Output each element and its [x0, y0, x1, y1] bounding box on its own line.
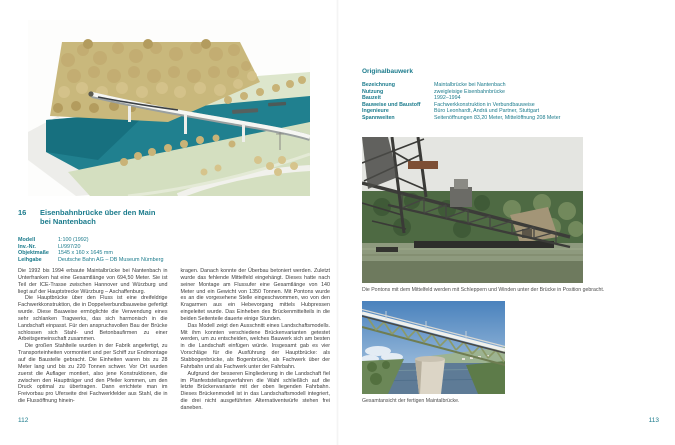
- finished-bridge-illustration: [362, 301, 505, 394]
- paragraph: kragen. Danach konnte der Überbau betoniert werden. Zuletzt wurde das fehlende Mittelfeld eingehängt. Dieses hatte nach seiner Montage am Flussufer eine Gesamtlänge von 140 Meter und ein Gewicht von 1350 Tonnen. Mit Pontons wurde es an die vorgesehene Stelle eingeschwommen, wo von den Kragarmen aus ein Hebevorgang mittels Hubpressen eingeleitet wurde. Das Einheben des Brückenmittelteils in die beiden Seitenteile dauerte einige Stunden.: [180, 268, 330, 322]
- meta-value: LI/997/20: [58, 243, 81, 250]
- orig-value: Fachwerkkonstruktion in Verbundbauweise: [434, 101, 535, 108]
- orig-label: Bezeichnung: [362, 82, 395, 88]
- page-number-left: 112: [18, 417, 29, 424]
- original-structure-meta: [362, 82, 652, 121]
- orig-label: Bauweise und Baustoff: [362, 101, 421, 108]
- meta-row-modell: [18, 237, 328, 244]
- meta-label: Modell: [18, 237, 36, 243]
- meta-value: 1:100 (1992): [58, 237, 89, 243]
- page-gutter: [336, 0, 339, 445]
- paragraph: Aufgrund der besseren Eingliederung in die Landschaft fiel im Planfeststellungsverfahren die Wahl schließlich auf die letzte Brückenvariante mit der oben liegenden Fahrbahn. Dieses Brückenmodell ist in das Landschaftsmodell integriert, die drei nicht ausgeführten Alternativentwürfe stehen frei daneben.: [180, 370, 330, 411]
- body-column-2: [181, 268, 331, 412]
- orig-value: Büro Leonhardt, Andrä und Partner, Stuttgart: [434, 108, 540, 114]
- catalog-entry-number: 16: [18, 208, 27, 217]
- meta-label: Leihgabe: [18, 256, 42, 263]
- orig-label: Nutzung: [362, 88, 384, 95]
- paragraph: Das Modell zeigt den Ausschnitt eines Landschaftsmodells. Mit ihm konnten verschiedene Brückenvarianten getestet werden, um zu entscheiden, welches Bauwerk sich am besten in die Landschaft einfügen würde. Insgesamt gab es vier Vorschläge für die Ausführung der Hauptbrücke: als Stabbogenbrücke, als Bogenbrücke, als Fachwerk über der Fahrbahn und als Fachwerk unter der Fahrbahn.: [180, 322, 330, 370]
- orig-label: Spannweiten: [362, 114, 395, 121]
- original-structure-heading: Originalbauwerk: [362, 68, 413, 75]
- meta-row-objektmasse: [18, 250, 328, 257]
- body-column-1: [18, 268, 168, 412]
- body-text: [18, 268, 330, 412]
- meta-label: Objektmaße: [18, 250, 49, 257]
- model-photo-illustration: [28, 20, 310, 196]
- model-meta-block: [18, 237, 328, 263]
- orig-value: zweigleisige Eisenbahnbrücke: [434, 88, 505, 95]
- finished-bridge-photo: [362, 301, 505, 394]
- construction-photo: [362, 137, 583, 283]
- paragraph: Die 1992 bis 1994 erbaute Maintalbrücke bei Nantenbach in Unterfranken hat eine Gesamtlänge von 694,50 Meter. Sie ist Teil der ICE-Trasse zwischen Hannover und Würzburg und liegt auf der Hauptstrecke Würzburg – Aschaffenburg.: [18, 268, 168, 295]
- title-line-2: bei Nantenbach: [40, 217, 96, 226]
- catalog-entry-heading: [40, 208, 155, 226]
- meta-label: Inv.-Nr.: [18, 243, 36, 250]
- photo-caption-1: Die Pontons mit dem Mittelfeld werden mit Schleppern und Winden unter der Brücke in Position gebracht.: [362, 287, 605, 293]
- paragraph: Die Hauptbrücke über den Fluss ist eine dreifeldrige Fachwerkkonstruktion, die in Doppelverbundbauweise gefertigt wurde. Diese Bauweise ermöglichte die Verwendung eines sehr schlanken Tragwerks, das sich harmonisch in die Landschaft einpasst. Für den anspruchsvollen Bau der Brücke schlossen sich Stahl- und Betonbaufirmen zu einer Arbeitsgemeinschaft zusammen.: [18, 295, 168, 343]
- orig-value: Maintalbrücke bei Nantenbach: [434, 82, 506, 88]
- meta-row-leihgabe: [18, 257, 328, 264]
- title-line-1: Eisenbahnbrücke über den Main: [40, 208, 156, 217]
- orig-value: Seitenöffnungen 83,20 Meter, Mittelöffnung 208 Meter: [434, 114, 561, 121]
- model-photo: [28, 20, 310, 196]
- meta-value: Deutsche Bahn AG – DB Museum Nürnberg: [58, 256, 164, 263]
- orig-value: 1992–1994: [434, 95, 461, 101]
- catalog-entry-title: [18, 208, 318, 226]
- photo-caption-2: Gesamtansicht der fertigen Maintalbrücke.: [362, 398, 460, 404]
- meta-row-invnr: [18, 244, 328, 251]
- paragraph: Die großen Stahlteile wurden in der Fabrik angefertigt, zu Transporteinheiten vormontiert und per Schiff zur Endmontage auf die Baustelle gebracht. Die Einheiten waren bis zu 28 Meter lang und bis zu 220 Tonnen schwer. Vor Ort wurden zuerst die Auflager montiert, also jene Konstruktionen, die zwischen den Hauptträger und den Pfeiler kommen, um den Druck optimal zu übertragen. Dann errichtete man im Freivorbau pro Uferseite drei Fachwerkfelder aus Stahl, die in die Flussöffnung hinein-: [18, 343, 168, 405]
- orig-label: Ingenieure: [362, 108, 389, 114]
- meta-value: 1545 x 160 x 1645 mm: [58, 250, 113, 257]
- orig-row-spannweiten: [362, 115, 652, 122]
- construction-photo-illustration: [362, 137, 583, 283]
- orig-label: Bauzeit: [362, 95, 381, 101]
- page-number-right: 113: [648, 417, 659, 424]
